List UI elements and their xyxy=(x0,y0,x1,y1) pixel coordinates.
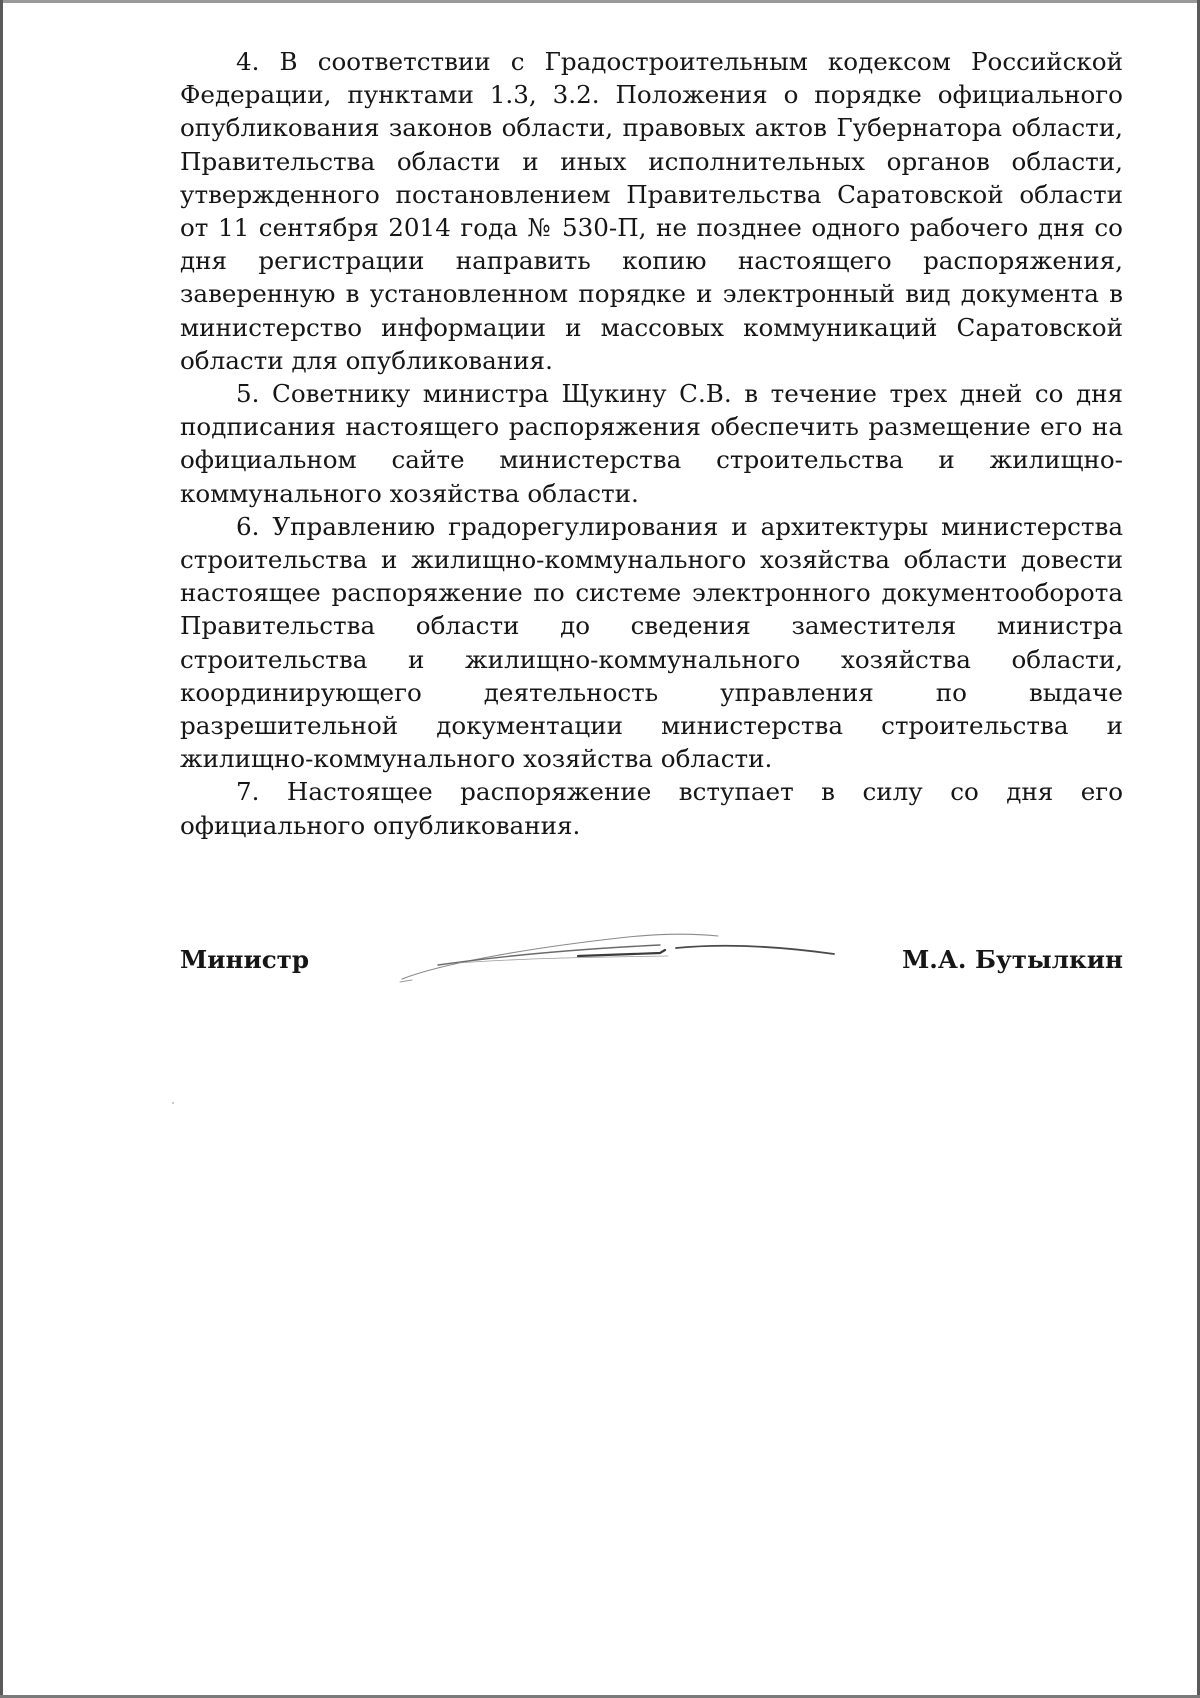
signature-block xyxy=(180,944,1123,984)
document-body xyxy=(180,45,1123,842)
paragraph-7: 7. Настоящее распоряжение вступает в силу со дня его официального опубликования. xyxy=(180,777,1123,840)
signatory-name: М.А. Бутылкин xyxy=(902,945,1123,974)
paragraph-5: 5. Советнику министра Щукину С.В. в течение трех дней со дня подписания настоящего распоряжения обеспечить размещение его на официальном сайте министерства строительства и жилищно-коммунального хозяйства области. xyxy=(180,379,1123,508)
scan-border-top xyxy=(0,0,1200,3)
scan-border-left xyxy=(0,0,3,1698)
scan-speck xyxy=(172,1102,174,1104)
paragraph-4: 4. В соответствии с Градостроительным кодексом Российской Федерации, пунктами 1.3, 3.2. Положения о порядке официального опубликования законов области, правовых актов Губернатора области, Правительства области и иных исполнительных органов области, утвержденного постановлением Правительства Саратовской области от 11 сентября 2014 года № 530-П, не позднее одного рабочего дня со дня регистрации направить копию настоящего распоряжения, заверенную в установленном порядке и электронный вид документа в министерство информации и массовых коммуникаций Саратовской области для опубликования. xyxy=(180,47,1123,375)
signatory-title: Министр xyxy=(180,945,310,974)
paragraph-6: 6. Управлению градорегулирования и архитектуры министерства строительства и жилищно-коммунального хозяйства области довести настоящее распоряжение по системе электронного документооборота Правительства области до сведения заместителя министра строительства и жилищно-коммунального хозяйства области, координирующего деятельность управления по выдаче разрешительной документации министерства строительства и жилищно-коммунального хозяйства области. xyxy=(180,511,1123,774)
